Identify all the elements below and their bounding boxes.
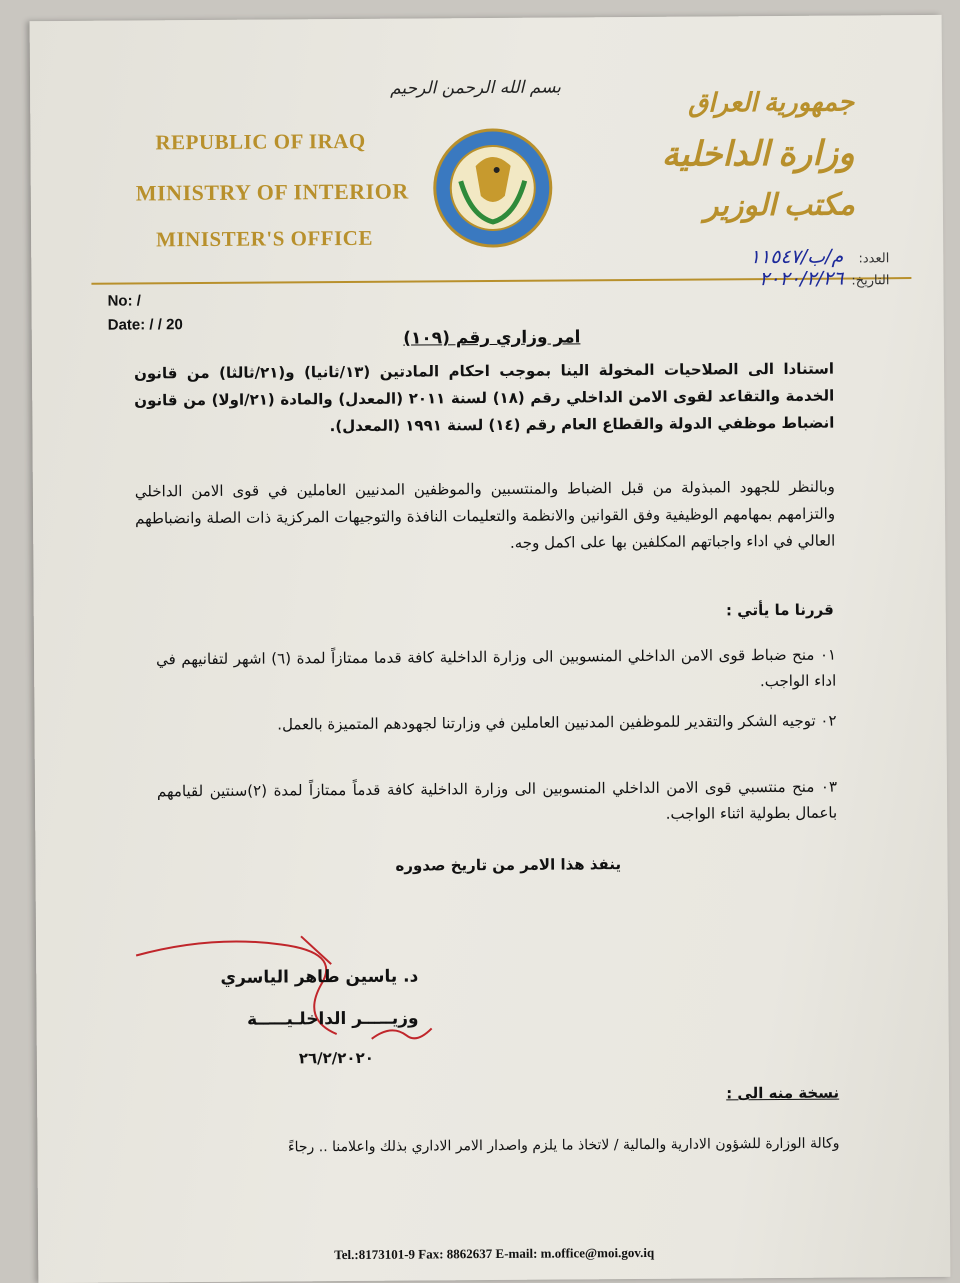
letterhead-en-line1: REPUBLIC OF IRAQ xyxy=(155,128,366,155)
reference-number-label: العدد: xyxy=(858,251,890,267)
date-label: Date: / / 20 xyxy=(107,316,183,334)
effective-statement: ينفذ هذا الامر من تاريخ صدوره xyxy=(395,855,622,875)
document-sheet xyxy=(30,15,951,1283)
copy-heading: نسخة منه الى : xyxy=(726,1083,840,1103)
ministry-emblem-icon xyxy=(430,126,556,252)
preamble: استنادا الى الصلاحيات المخولة الينا بموجب احكام المادتين (١٣/ثانيا) و(٢١/ثالثا) من قانون الخدمة والتقاعد لقوى الامن الداخلي رقم (١٨) لسنة ٢٠١١ (المعدل) والمادة (٢١/اولا) من قانون انضباط موظفي الدولة والقطاع العام رقم (١٤) لسنة ١٩٩١ (المعدل). xyxy=(134,359,835,436)
letterhead-en-line3: MINISTER'S OFFICE xyxy=(156,225,374,252)
body-paragraph: وبالنظر للجهود المبذولة من قبل الضباط والمنتسبين والموظفين المدنيين العاملين في قوى الامن الداخلي والتزامهم بمهامهم الوظيفية وفق القوانين والانظمة والتعليمات النافذة والتوجيهات المركزية ذات الصلة وانضباطهم العالي في اداء واجباتهم المكلفين بها على اكمل وجه. xyxy=(134,477,836,552)
order-title: امر وزاري رقم (١٠٩) xyxy=(403,327,581,349)
no-label: No: / xyxy=(107,292,141,310)
signature-scribble-icon xyxy=(131,923,462,1055)
reference-date-label: التاريخ: xyxy=(851,273,890,289)
reference-date-value: ٢٠٢٠/٢/٢٦ xyxy=(759,267,844,291)
signature-date: ٢٦/٢/٢٠٢٠ xyxy=(298,1048,374,1068)
letterhead-en-line2: MINISTRY OF INTERIOR xyxy=(135,178,409,206)
letterhead-ar-line1: جمهورية العراق xyxy=(687,87,855,118)
decision-item-3: ٠٣ منح منتسبي قوى الامن الداخلي المنسوبين الى وزارة الداخلية كافة قدماً ممتازاً لمدة (٢)سنتين لقيامهم باعمال بطولية اثناء الواجب. xyxy=(156,777,838,823)
basmala: بسم الله الرحمن الرحيم xyxy=(390,77,562,99)
contact-footer: Tel.:8173101-9 Fax: 8862637 E-mail: m.office@moi.gov.iq xyxy=(334,1244,655,1263)
letterhead-ar-line3: مكتب الوزير xyxy=(703,188,856,223)
letterhead-ar-line2: وزارة الداخلية xyxy=(661,135,855,174)
signatory-position: وزيـــــر الداخلـيـــــة xyxy=(247,1008,419,1030)
reference-number-value: م/ب/١١٥٤٧ xyxy=(749,245,844,269)
copy-recipient: وكالة الوزارة للشؤون الادارية والمالية / لاتخاذ ما يلزم واصدار الامر الاداري بذلك واعلامنا .. رجاءً xyxy=(287,1135,840,1156)
decision-heading: قررنا ما يأتي : xyxy=(725,600,834,620)
signatory-name: د. ياسين طاهر الياسري xyxy=(220,966,419,988)
decision-item-2: ٠٢ توجيه الشكر والتقدير للموظفين المدنيين العاملين في وزارتنا لجهودهم المتميزة بالعمل. xyxy=(277,711,837,734)
decision-item-1: ٠١ منح ضباط قوى الامن الداخلي المنسوبين الى وزارة الداخلية كافة قدما ممتازاً لمدة (٦) اشهر لتفانيهم في اداء الواجب. xyxy=(156,645,837,691)
